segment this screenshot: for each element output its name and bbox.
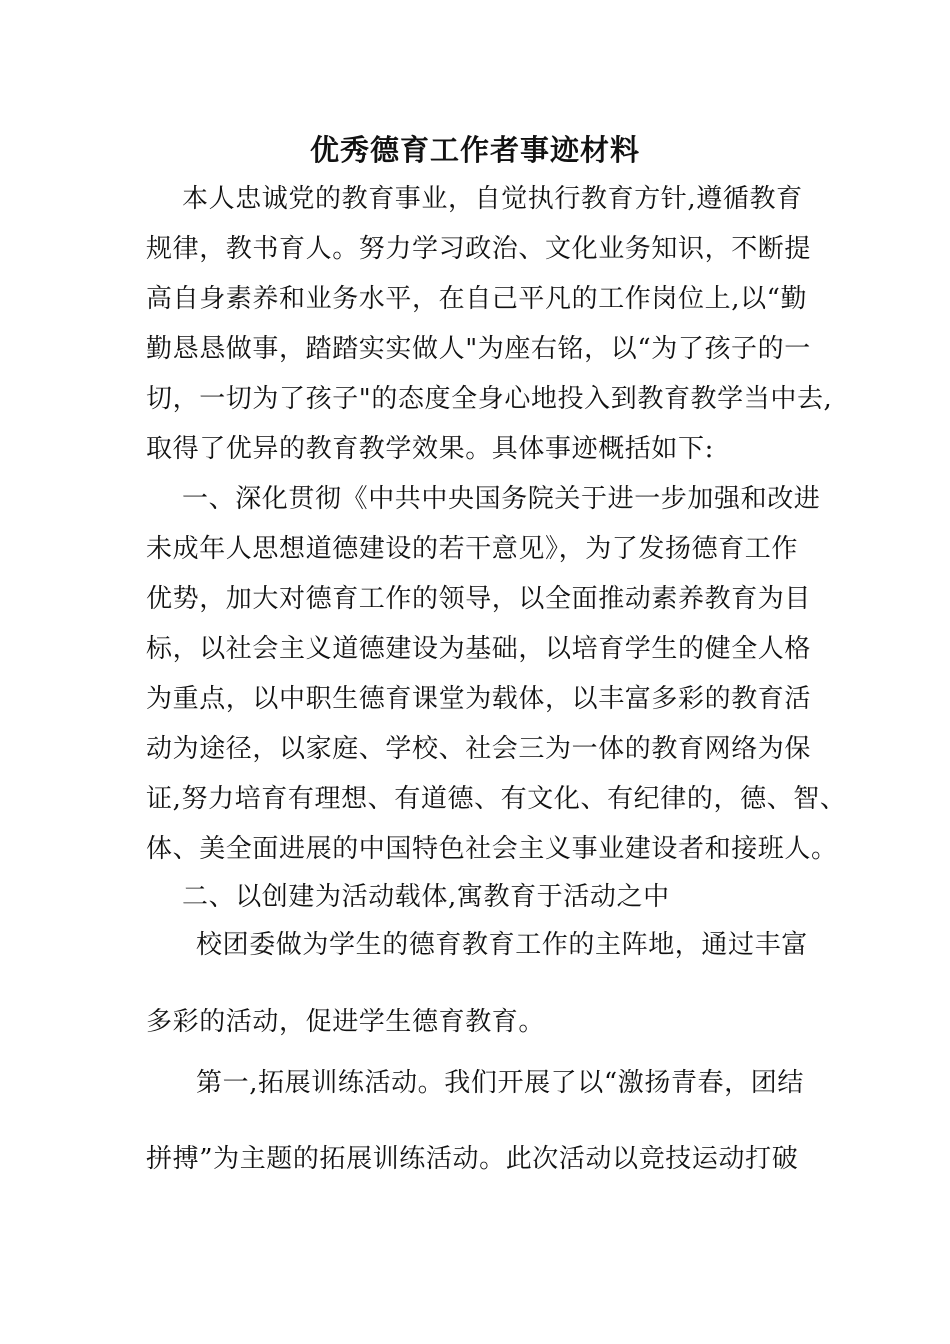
paragraph-line: 取得了优异的教育教学效果。具体事迹概括如下: [146,434,714,464]
paragraph-line: 未成年人思想道德建设的若干意见》，为了发扬德育工作 [146,534,799,564]
section-heading: 二、以创建为活动载体,寓教育于活动之中 [182,882,670,912]
paragraph-line: 多彩的活动，促进学生德育教育。 [146,1007,546,1037]
paragraph-line: 证,努力培育有理想、有道德、有文化、有纪律的，德、智、 [146,784,847,814]
paragraph-line: 校团委做为学生的德育教育工作的主阵地，通过丰富 [196,930,808,960]
paragraph-line: 拼搏”为主题的拓展训练活动。此次活动以竞技运动打破 [146,1144,799,1174]
paragraph-line: 动为途径，以家庭、学校、社会三为一体的教育网络为保 [146,734,812,764]
document-title: 优秀德育工作者事迹材料 [309,133,640,167]
paragraph-line: 高自身素养和业务水平，在自己平凡的工作岗位上,以“勤 [146,284,808,314]
paragraph-line: 标，以社会主义道德建设为基础，以培育学生的健全人格 [146,634,812,664]
paragraph-line: 本人忠诚党的教育事业，自觉执行教育方针,遵循教育 [182,184,803,214]
paragraph-line: 第一,拓展训练活动。我们开展了以“激扬青春，团结 [196,1068,804,1098]
paragraph-line: 体、美全面进展的中国特色社会主义事业建设者和接班人。 [146,834,838,864]
paragraph-line: 勤恳恳做事，踏踏实实做人"为座右铭，以“为了孩子的一 [146,334,811,364]
paragraph-line: 切，一切为了孩子"的态度全身心地投入到教育教学当中去, [146,384,833,414]
paragraph-line: 为重点，以中职生德育课堂为载体，以丰富多彩的教育活 [146,684,812,714]
paragraph-line: 优势，加大对德育工作的领导，以全面推动素养教育为目 [146,584,812,614]
paragraph-line: 一、深化贯彻《中共中央国务院关于进一步加强和改进 [182,484,821,514]
paragraph-line: 规律，教书育人。努力学习政治、文化业务知识，不断提 [146,234,812,264]
